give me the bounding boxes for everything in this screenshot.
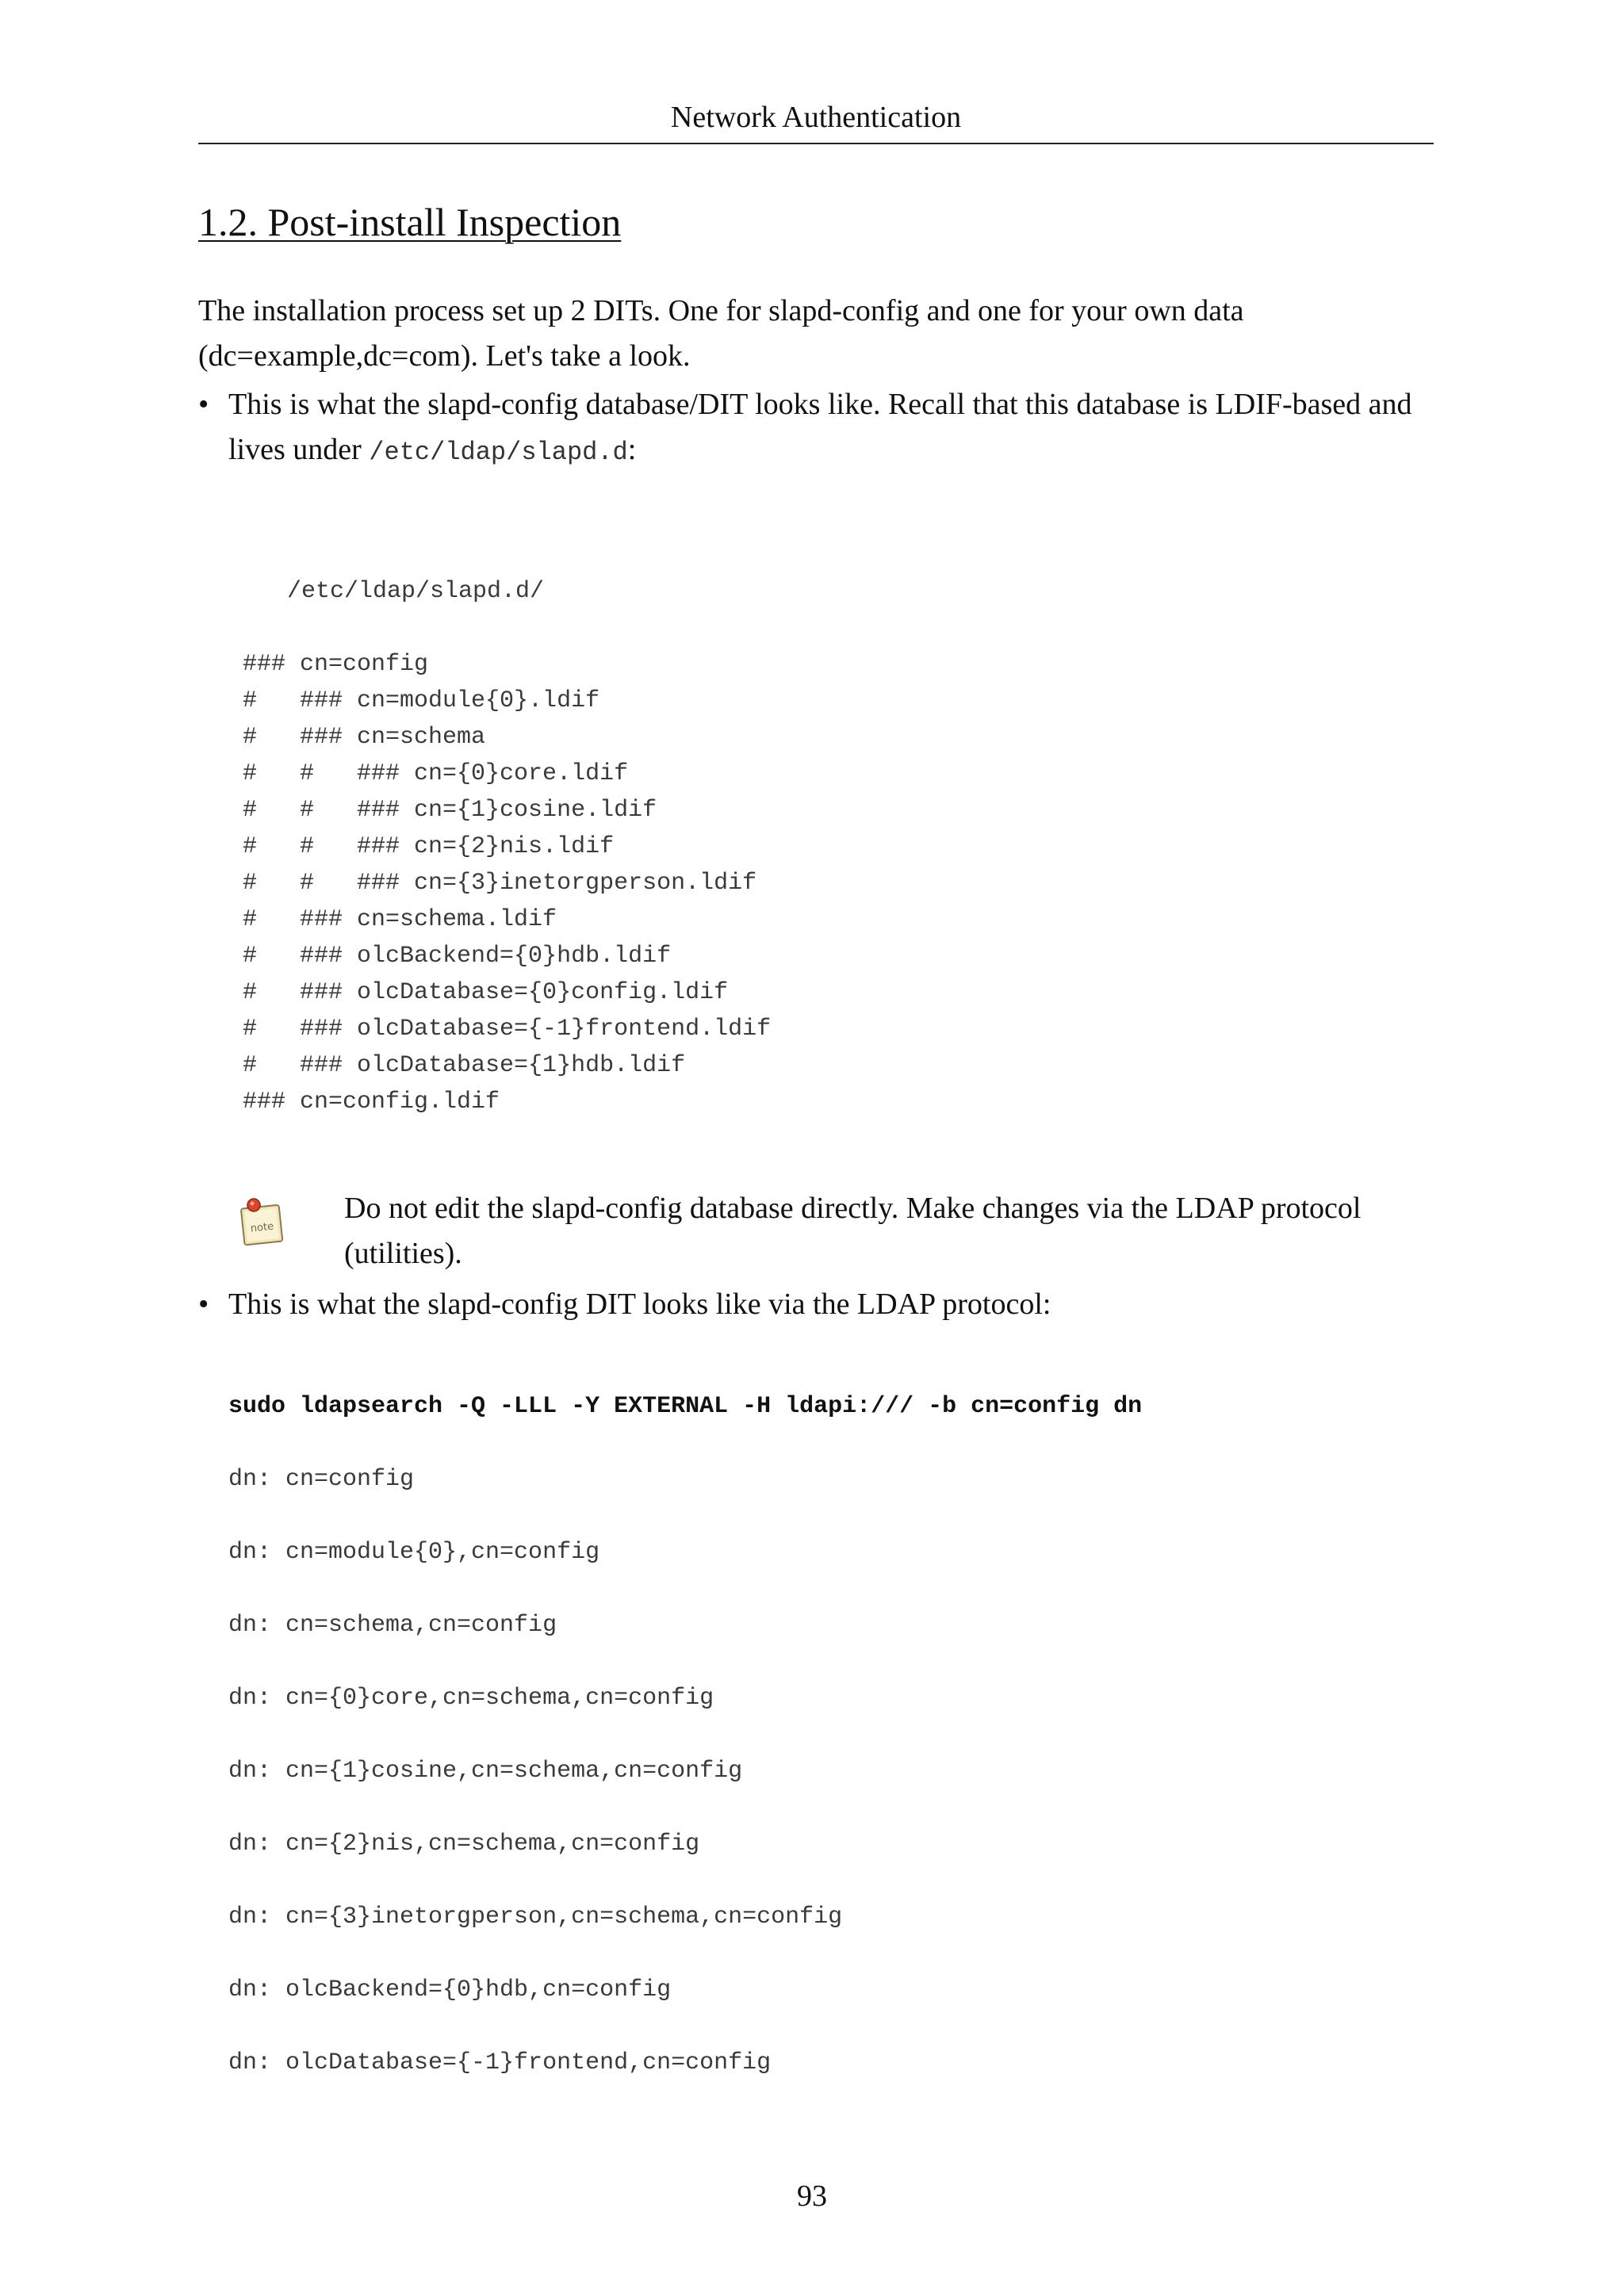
tree-line: # # ### cn={1}cosine.ldif — [243, 797, 657, 824]
tree-line: # # ### cn={2}nis.ldif — [243, 833, 615, 860]
section-title: 1.2. Post-install Inspection — [198, 200, 622, 244]
note-icon — [238, 1196, 287, 1248]
dn-result-line: dn: cn={0}core,cn=schema,cn=config — [228, 1685, 714, 1712]
header-rule — [198, 143, 1434, 144]
dn-result-line: dn: olcDatabase={-1}frontend,cn=config — [228, 2049, 772, 2076]
bullet-slapd-config-database — [198, 382, 1435, 475]
dn-result-line: dn: cn=module{0},cn=config — [228, 1539, 600, 1566]
tree-line: # ### cn=module{0}.ldif — [243, 687, 600, 714]
tree-line: # ### olcDatabase={-1}frontend.ldif — [243, 1016, 772, 1043]
dn-results-list — [228, 1461, 842, 2118]
dn-result-line: dn: cn={1}cosine,cn=schema,cn=config — [228, 1758, 743, 1785]
intro-paragraph: The installation process set up 2 DITs. One for slapd-config and one for your own data (dc=example,dc=com). Let's take a look. — [198, 294, 1244, 373]
running-header: Network Authentication — [670, 101, 962, 134]
directory-tree — [243, 646, 771, 1120]
bullet-dot: • — [198, 388, 209, 421]
page-number: 93 — [797, 2179, 827, 2213]
tree-line: # ### olcDatabase={1}hdb.ldif — [243, 1052, 686, 1079]
tree-line: ### cn=config — [243, 651, 429, 678]
note-icon-label: note — [250, 1220, 274, 1235]
ldapsearch-command: sudo ldapsearch -Q -LLL -Y EXTERNAL -H ldapi:/// -b cn=config dn — [228, 1393, 1143, 1420]
tree-line: # ### cn=schema — [243, 724, 486, 751]
tree-line: # ### olcDatabase={0}config.ldif — [243, 979, 729, 1006]
inline-path: /etc/ldap/slapd.d — [369, 438, 628, 467]
bullet-text-after: : — [627, 433, 637, 466]
bullet-text: This is what the slapd-config DIT looks like via the LDAP protocol: — [228, 1288, 1051, 1321]
bullet-text-before: This is what the slapd-config database/DIT looks like. Recall that this database is LDIF-based and lives under — [228, 388, 1412, 466]
tree-root-path: /etc/ldap/slapd.d/ — [287, 578, 545, 605]
tree-line: # # ### cn={0}core.ldif — [243, 760, 629, 787]
tree-line: ### cn=config.ldif — [243, 1089, 500, 1115]
bullet-ldap-protocol — [198, 1282, 1435, 1327]
note-text: Do not edit the slapd-config database directly. Make changes via the LDAP protocol (utilities). — [344, 1192, 1362, 1270]
dn-result-line: dn: cn={2}nis,cn=schema,cn=config — [228, 1831, 700, 1858]
dn-result-line: dn: cn=schema,cn=config — [228, 1612, 557, 1639]
dn-result-line: dn: cn=config — [228, 1466, 415, 1493]
dn-result-line: dn: cn={3}inetorgperson,cn=schema,cn=config — [228, 1904, 843, 1931]
bullet-text — [228, 382, 1435, 475]
tree-line: # ### olcBackend={0}hdb.ldif — [243, 943, 672, 970]
tree-line: # ### cn=schema.ldif — [243, 906, 557, 933]
dn-result-line: dn: olcBackend={0}hdb,cn=config — [228, 1976, 672, 2003]
tree-line: # # ### cn={3}inetorgperson.ldif — [243, 870, 757, 897]
bullet-dot: • — [198, 1288, 209, 1321]
